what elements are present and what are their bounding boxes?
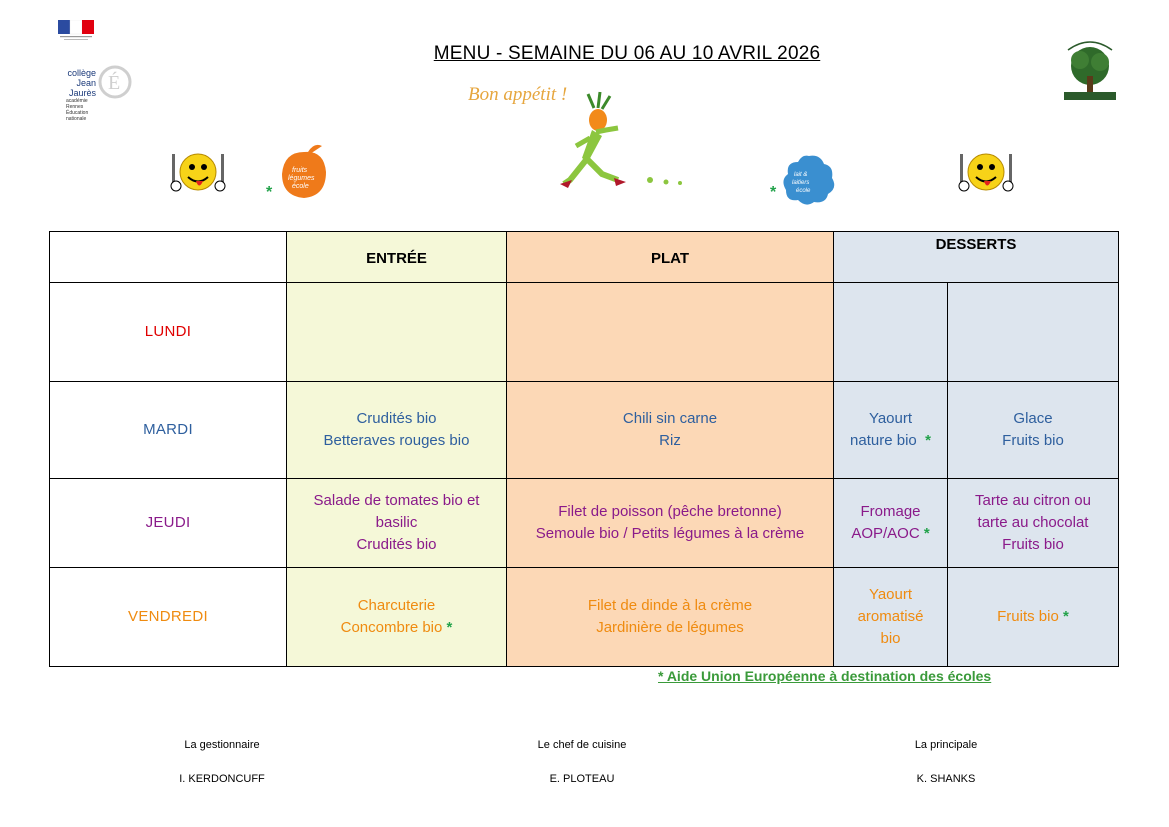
republique-francaise-logo [58,20,94,42]
mardi-plat-cell [507,382,834,479]
college-jean-jaures-logo [52,58,132,130]
day-vendredi: VENDREDI [50,568,287,667]
jeudi-dessert2-cell [948,479,1119,568]
svg-text:légumes: légumes [288,175,315,182]
jeudi-dessert2-line: tarte au chocolat [977,514,1089,531]
vendredi-dessert2-cell [948,568,1119,667]
svg-text:école: école [292,183,309,190]
signature-role-chef: Le chef de cuisine [537,739,627,751]
eu-aid-star: * [770,184,777,201]
header-entree: ENTRÉE [287,232,507,283]
vendredi-entree-cell [287,568,507,667]
signature-name-principale: K. SHANKS [916,773,976,785]
header-plat: PLAT [507,232,834,283]
signature-name-chef: E. PLOTEAU [549,773,615,785]
page-title: MENU - SEMAINE DU 06 AU 10 AVRIL 2026 [433,43,821,64]
vendredi-dessert1-line: bio [880,630,901,647]
table-row-lundi [50,283,1119,382]
college-logo-line1: collège [67,68,96,78]
svg-text:fruits: fruits [292,167,308,174]
mardi-dessert1-line: Yaourt [868,410,913,427]
college-tree-logo [1058,36,1122,106]
mardi-plat-line: Riz [659,432,681,449]
eu-aid-star: * [1063,608,1069,625]
eu-aid-star: * [266,184,273,201]
college-logo-sub1: académie [66,98,88,104]
jeudi-entree-line: Crudités bio [356,536,437,553]
vendredi-dessert2-line: Fruits bio [997,608,1059,625]
svg-text:lait &: lait & [794,172,808,178]
vendredi-entree-line: Charcuterie [357,597,436,614]
svg-text:É: É [108,72,121,94]
mardi-dessert2-line: Glace [1013,410,1053,427]
signature-role-principale: La principale [914,739,978,751]
jeudi-dessert2-line: Tarte au citron ou [975,492,1091,509]
eu-aid-note: * Aide Union Européenne à destination des écoles [658,668,992,684]
eu-aid-star: * [925,432,931,449]
jeudi-dessert1-cell [834,479,948,568]
lait-produits-laitiers-ecole-logo [780,152,838,206]
jeudi-plat-line: Semoule bio / Petits légumes à la crème [535,525,805,542]
jeudi-plat-cell [507,479,834,568]
jeudi-dessert1-line: AOP/AOC [851,525,920,542]
college-logo-sub3: Éducation [66,110,89,116]
vendredi-entree-line: Concombre bio [340,619,443,636]
day-mardi: MARDI [50,382,287,479]
mardi-dessert2-cell [948,382,1119,479]
signature-role-gestionnaire: La gestionnaire [184,739,260,751]
vendredi-dessert1-line: Yaourt [868,586,913,603]
eu-aid-star: * [923,525,930,542]
vendredi-dessert1-cell [834,568,948,667]
mardi-dessert1-line: nature bio [850,432,917,449]
day-lundi: LUNDI [50,283,287,382]
mardi-dessert2-line: Fruits bio [1002,432,1064,449]
day-jeudi: JEUDI [50,479,287,568]
table-header-row [50,232,1119,283]
lundi-dessert2-cell [948,283,1119,382]
signature-name-gestionnaire: I. KERDONCUFF [179,773,265,785]
jeudi-plat-line: Filet de poisson (pêche bretonne) [558,503,782,520]
table-row-vendredi [50,568,1119,667]
table-row-mardi [50,382,1119,479]
menu-table [49,231,1119,667]
svg-text:laitiers: laitiers [792,180,810,186]
mardi-entree-line: Betteraves rouges bio [323,432,470,449]
vendredi-plat-cell [507,568,834,667]
jeudi-entree-line: basilic [375,514,418,531]
smiley-fork-knife-icon [954,146,1018,198]
lundi-entree-cell [287,283,507,382]
table-row-jeudi [50,479,1119,568]
header-empty-cell [50,232,287,283]
mardi-entree-cell [287,382,507,479]
mardi-dessert1-cell [834,382,948,479]
college-logo-line2: Jean Jaurès [68,78,96,98]
jeudi-dessert1-line: Fromage [860,503,921,520]
eu-aid-star: * [446,619,453,636]
bon-appetit-text: Bon appétit ! [468,84,568,105]
lundi-plat-cell [507,283,834,382]
e-letter-icon [98,62,132,100]
jeudi-entree-cell [287,479,507,568]
fruits-legumes-ecole-logo [278,142,330,200]
jeudi-entree-line: Salade de tomates bio et [313,492,480,509]
smiley-fork-knife-icon [166,146,230,198]
vendredi-plat-line: Filet de dinde à la crème [587,597,753,614]
vendredi-dessert1-line: aromatisé [857,608,924,625]
header-desserts: DESSERTS [834,232,1119,283]
mardi-plat-line: Chili sin carne [622,410,718,427]
running-vegetable-illustration [558,88,698,196]
svg-text:école: école [796,188,811,194]
lundi-dessert1-cell [834,283,948,382]
college-logo-sub2: Rennes [66,104,84,110]
college-logo-sub4: nationale [66,116,87,122]
vendredi-plat-line: Jardinière de légumes [596,619,744,636]
jeudi-dessert2-line: Fruits bio [1002,536,1064,553]
mardi-entree-line: Crudités bio [356,410,437,427]
